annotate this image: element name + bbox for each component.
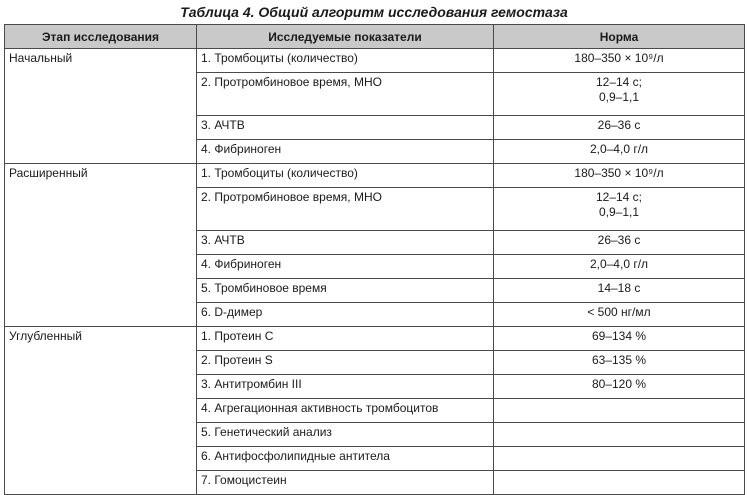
- norm-cell: [494, 188, 745, 231]
- norm-cell: 26–36 с: [494, 231, 745, 255]
- norm-line-2: 0,9–1,1: [598, 205, 640, 219]
- param-cell: 4. Фибриноген: [197, 255, 494, 279]
- header-row: [5, 25, 745, 49]
- norm-cell: 26–36 с: [494, 116, 745, 140]
- header-stage: Этап исследования: [5, 25, 197, 49]
- table-row: [5, 49, 745, 73]
- param-cell: 3. АЧТВ: [197, 231, 494, 255]
- norm-cell: 180–350 × 10⁹/л: [494, 49, 745, 73]
- norm-line-2: 0,9–1,1: [598, 90, 640, 104]
- param-cell: 4. Фибриноген: [197, 140, 494, 164]
- param-cell: 1. Тромбоциты (количество): [197, 164, 494, 188]
- hemostasis-table: [4, 24, 745, 495]
- param-cell: 1. Тромбоциты (количество): [197, 49, 494, 73]
- stage-cell: Начальный: [5, 49, 197, 164]
- param-cell: 5. Тромбиновое время: [197, 279, 494, 303]
- stage-cell: Углубленный: [5, 327, 197, 495]
- norm-cell: [494, 73, 745, 116]
- norm-cell: 69–134 %: [494, 327, 745, 351]
- param-cell: 6. D-димер: [197, 303, 494, 327]
- table-body: [5, 49, 745, 495]
- norm-cell: [494, 423, 745, 447]
- norm-cell: 14–18 с: [494, 279, 745, 303]
- table-row: [5, 164, 745, 188]
- norm-line-1: 12–14 с;: [595, 75, 643, 89]
- param-cell: 7. Гомоцистеин: [197, 471, 494, 495]
- norm-cell: [494, 471, 745, 495]
- norm-cell: 63–135 %: [494, 351, 745, 375]
- norm-cell: [494, 447, 745, 471]
- param-cell: 6. Антифосфолипидные антитела: [197, 447, 494, 471]
- header-norm: Норма: [494, 25, 745, 49]
- norm-cell: 2,0–4,0 г/л: [494, 140, 745, 164]
- param-cell: 5. Генетический анализ: [197, 423, 494, 447]
- header-params: Исследуемые показатели: [197, 25, 494, 49]
- param-cell: 2. Протромбиновое время, МНО: [197, 73, 494, 116]
- param-cell: 2. Протромбиновое время, МНО: [197, 188, 494, 231]
- norm-cell: 180–350 × 10⁹/л: [494, 164, 745, 188]
- param-cell: 3. АЧТВ: [197, 116, 494, 140]
- param-cell: 4. Агрегационная активность тромбоцитов: [197, 399, 494, 423]
- norm-line-1: 12–14 с;: [595, 190, 643, 204]
- param-cell: 2. Протеин S: [197, 351, 494, 375]
- stage-cell: Расширенный: [5, 164, 197, 327]
- table-caption: Таблица 4. Общий алгоритм исследования гемостаза: [180, 4, 568, 20]
- norm-cell: 2,0–4,0 г/л: [494, 255, 745, 279]
- norm-cell: 80–120 %: [494, 375, 745, 399]
- norm-cell: < 500 нг/мл: [494, 303, 745, 327]
- table-row: [5, 327, 745, 351]
- param-cell: 3. Антитромбин III: [197, 375, 494, 399]
- param-cell: 1. Протеин С: [197, 327, 494, 351]
- norm-cell: [494, 399, 745, 423]
